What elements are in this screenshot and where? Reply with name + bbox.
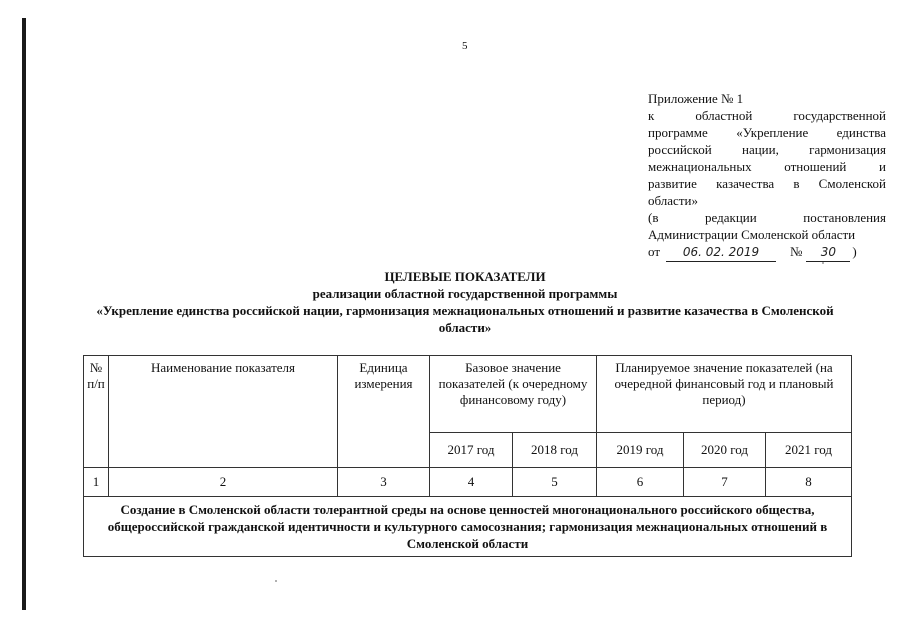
number-label: №	[790, 244, 803, 259]
year-cell: 2020 год	[684, 433, 766, 468]
year-cell: 2018 год	[513, 433, 597, 468]
column-number: 8	[766, 468, 852, 497]
appendix-line: к областной государственной	[648, 108, 886, 123]
column-number: 4	[430, 468, 513, 497]
column-number: 7	[684, 468, 766, 497]
handwritten-date: 06. 02. 2019	[666, 244, 776, 262]
scan-edge-bar	[22, 18, 26, 610]
column-numbers-row	[84, 468, 852, 497]
edition-line: Администрации Смоленской области	[648, 227, 856, 242]
section-title: Создание в Смоленской области толерантной среды на основе ценностей многонационального российского общества, общероссийской гражданской идентичности и культурного самосознания; гармонизация межнациональных отношений в Смоленской области	[84, 497, 852, 557]
header-num: № п/п	[84, 356, 109, 468]
appendix-line: развитие казачества в Смоленской	[648, 176, 886, 191]
scan-speck	[822, 262, 824, 264]
edition-line: (в редакции постановления	[648, 210, 886, 225]
column-number: 6	[597, 468, 684, 497]
column-number: 3	[338, 468, 430, 497]
header-row	[84, 356, 852, 433]
column-number: 1	[84, 468, 109, 497]
header-base: Базовое значение показателей (к очередному финансовому году)	[430, 356, 597, 433]
close-paren: )	[852, 244, 857, 259]
appendix-line: российской нации, гармонизация	[648, 142, 886, 157]
indicators-table	[83, 355, 852, 557]
program-name: «Укрепление единства российской нации, гармонизация межнациональных отношений и развитие казачества в Смоленской области»	[96, 303, 834, 335]
document-heading	[80, 268, 850, 336]
column-number: 5	[513, 468, 597, 497]
section-row	[84, 497, 852, 557]
year-cell: 2021 год	[766, 433, 852, 468]
appendix-line: Приложение № 1	[648, 91, 744, 106]
header-name: Наименование показателя	[109, 356, 338, 468]
appendix-line: программе «Укрепление единства	[648, 125, 886, 140]
handwritten-number: 30	[806, 244, 850, 262]
scan-speck	[275, 580, 277, 582]
heading-subtitle: реализации областной государственной программы	[312, 286, 618, 301]
year-cell: 2017 год	[430, 433, 513, 468]
date-number-row	[648, 243, 886, 262]
from-label: от	[648, 244, 661, 259]
appendix-line: области»	[648, 193, 698, 208]
appendix-block	[648, 90, 886, 262]
column-number: 2	[109, 468, 338, 497]
header-planned: Планируемое значение показателей (на очередной финансовый год и плановый период)	[597, 356, 852, 433]
page-number: 5	[462, 40, 468, 52]
appendix-line: межнациональных отношений и	[648, 159, 886, 174]
heading-title: ЦЕЛЕВЫЕ ПОКАЗАТЕЛИ	[384, 269, 546, 284]
year-cell: 2019 год	[597, 433, 684, 468]
header-unit: Единица измерения	[338, 356, 430, 468]
